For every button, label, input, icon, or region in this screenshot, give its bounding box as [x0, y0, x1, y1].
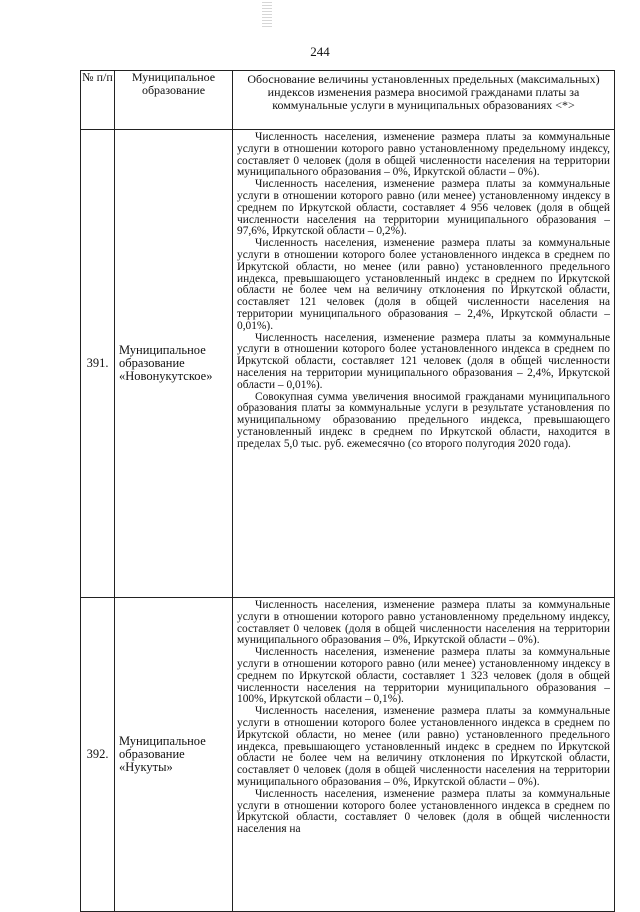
page-number: 244: [310, 44, 330, 59]
header-number: № п/п: [81, 71, 115, 130]
row-number: 392.: [81, 598, 115, 912]
justification-paragraph: Численность населения, изменение размера платы за коммунальные услуги в отношении которого равно установленному предельному индексу, составляет 0 человек (доля в общей численности населения на территории муниципального образования – 0%, Иркутской области – 0%).: [237, 131, 610, 179]
justification-paragraph: Численность населения, изменение размера платы за коммунальные услуги в отношении которого равно (или менее) установленному индексу в среднем по Иркутской области, составляет 4 956 человек (доля в общей численности населения на территории муниципального образования – 97,6%, Иркутской области – 0,2%).: [237, 178, 610, 238]
table-row: [81, 598, 615, 912]
justification-paragraph: Численность населения, изменение размера платы за коммунальные услуги в отношении которого равно (или менее) установленному индексу в среднем по Иркутской области, составляет 1 323 человек (доля в общей численности населения на территории муниципального образования – 100%, Иркутской области – 0,1%).: [237, 646, 610, 706]
justification-paragraph: Численность населения, изменение размера платы за коммунальные услуги в отношении которого более установленного индекса в среднем по Иркутской области, но менее (или равно) установленного предельного индекса, превышающего установленный индекс в среднем по Иркутской области не более чем на величину отклонения по Иркутской области, составляет 0 человек (доля в общей численности населения на территории муниципального образования – 0%, Иркутской области – 0%).: [237, 705, 610, 788]
table-header-row: [81, 71, 615, 130]
justification-paragraph: Численность населения, изменение размера платы за коммунальные услуги в отношении которого более установленного индекса в среднем по Иркутской области, составляет 121 человек (доля в общей численности населения на территории муниципального образования – 2,4%, Иркутской области – 0,01%).: [237, 331, 610, 391]
justification-cell: [233, 130, 615, 598]
justification-paragraph: Численность населения, изменение размера платы за коммунальные услуги в отношении которого более установленного индекса в среднем по Иркутской области, но менее (или равно) установленного предельного индекса, превышающего установленный индекс в среднем по Иркутской области не более чем на величину отклонения по Иркутской области, составляет 121 человек (доля в общей численности населения на территории муниципального образования – 2,4%, Иркутской области – 0,01%).: [237, 237, 610, 332]
justification-paragraph: Численность населения, изменение размера платы за коммунальные услуги в отношении которого равно установленному предельному индексу, составляет 0 человек (доля в общей численности населения на территории муниципального образования – 0%, Иркутской области – 0%).: [237, 600, 610, 647]
municipality-name: Муниципальное образование «Новонукутское»: [115, 130, 233, 598]
header-municipality: Муниципальное образование: [115, 71, 233, 130]
row-number: 391.: [81, 130, 115, 598]
table-row: [81, 130, 615, 598]
justification-paragraph: Совокупная сумма увеличения вносимой гражданами муниципального образования платы за коммунальные услуги в результате установления по муниципальному образованию предельного индекса, превышающего установленный индекс в среднем по Иркутской области, находится в пределах 5,0 тыс. руб. ежемесячно (со второго полугодия 2020 года).: [237, 390, 610, 450]
justification-table: [80, 70, 615, 912]
justification-cell: [233, 598, 615, 912]
scan-artifact: [262, 2, 272, 28]
justification-paragraph: Численность населения, изменение размера платы за коммунальные услуги в отношении которого более установленного индекса в среднем по Иркутской области, составляет 0 человек (доля в общей численности населения на: [237, 787, 610, 836]
municipality-name: Муниципальное образование «Нукуты»: [115, 598, 233, 912]
header-justification: Обоснование величины установленных предельных (максимальных) индексов изменения размера вносимой гражданами платы за коммунальные услуги в муниципальных образованиях <*>: [233, 71, 615, 130]
